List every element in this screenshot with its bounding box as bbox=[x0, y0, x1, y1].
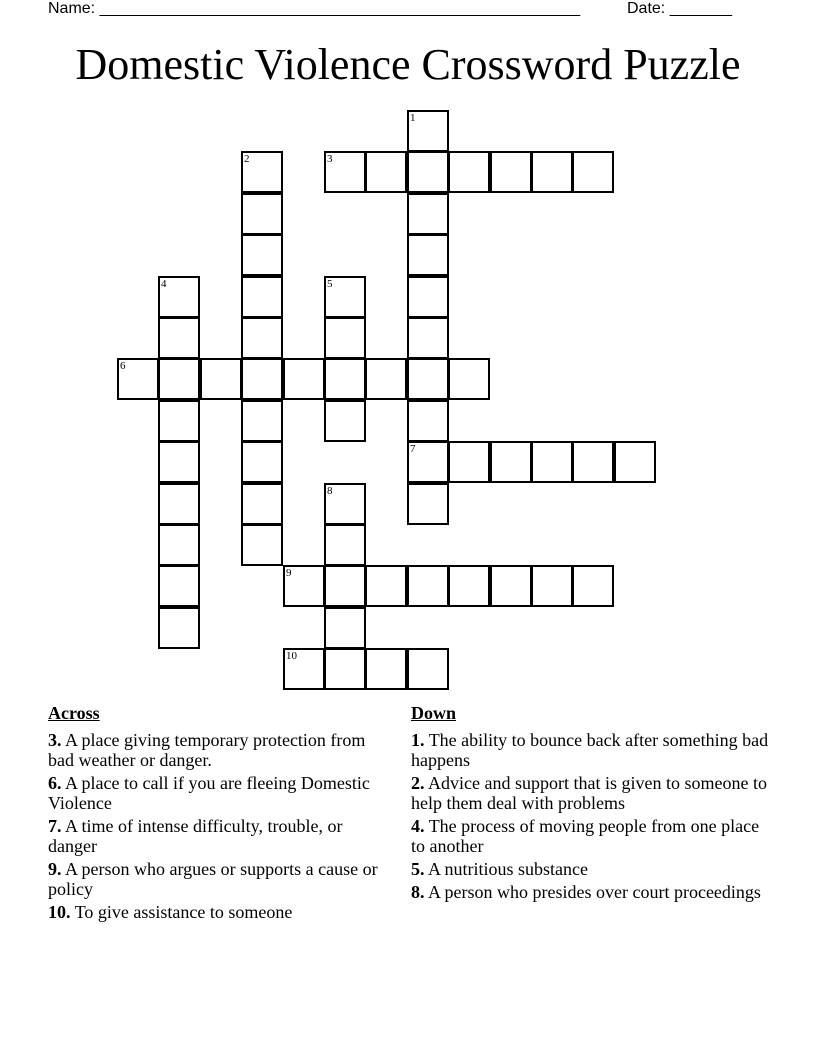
crossword-cell[interactable] bbox=[324, 276, 366, 318]
crossword-cell[interactable] bbox=[283, 648, 325, 690]
crossword-cell[interactable] bbox=[324, 648, 366, 690]
crossword-cell[interactable] bbox=[448, 358, 490, 400]
clue-number: 7. bbox=[48, 816, 62, 836]
name-field[interactable]: Name: ______________________________________________________ bbox=[48, 0, 581, 17]
clue-item bbox=[411, 882, 776, 902]
crossword-cell[interactable] bbox=[407, 565, 449, 607]
down-clues bbox=[411, 702, 776, 905]
clue-text: A person who presides over court proceedings bbox=[428, 882, 761, 902]
clue-number-label: 3 bbox=[327, 153, 333, 165]
crossword-cell[interactable] bbox=[531, 151, 573, 193]
crossword-cell[interactable] bbox=[324, 565, 366, 607]
clue-text: A place giving temporary protection from bad weather or danger. bbox=[48, 730, 366, 770]
clue-item bbox=[48, 773, 393, 813]
crossword-cell[interactable] bbox=[407, 400, 449, 442]
clue-text: A nutritious substance bbox=[428, 859, 589, 879]
clue-number-label: 2 bbox=[244, 153, 250, 165]
clue-number: 2. bbox=[411, 773, 425, 793]
clue-text: A person who argues or supports a cause or policy bbox=[48, 859, 378, 899]
crossword-cell[interactable] bbox=[407, 483, 449, 525]
clue-item bbox=[411, 773, 776, 813]
crossword-cell[interactable] bbox=[158, 400, 200, 442]
crossword-cell[interactable] bbox=[241, 234, 283, 276]
crossword-cell[interactable] bbox=[365, 151, 407, 193]
crossword-cell[interactable] bbox=[572, 441, 614, 483]
clue-text: Advice and support that is given to someone to help them deal with problems bbox=[411, 773, 767, 813]
clue-number-label: 10 bbox=[286, 650, 297, 662]
crossword-cell[interactable] bbox=[241, 524, 283, 566]
across-clues bbox=[48, 702, 393, 925]
crossword-cell[interactable] bbox=[158, 441, 200, 483]
clue-item bbox=[411, 816, 776, 856]
crossword-cell[interactable] bbox=[407, 358, 449, 400]
crossword-cell[interactable] bbox=[241, 358, 283, 400]
date-field[interactable]: Date: _______ bbox=[627, 0, 732, 17]
clue-number: 10. bbox=[48, 902, 71, 922]
crossword-cell[interactable] bbox=[241, 151, 283, 193]
clue-number: 5. bbox=[411, 859, 425, 879]
clue-number: 3. bbox=[48, 730, 62, 750]
crossword-cell[interactable] bbox=[158, 565, 200, 607]
crossword-cell[interactable] bbox=[241, 193, 283, 235]
crossword-cell[interactable] bbox=[241, 317, 283, 359]
clue-item bbox=[48, 859, 393, 899]
crossword-cell[interactable] bbox=[324, 151, 366, 193]
crossword-cell[interactable] bbox=[448, 441, 490, 483]
crossword-cell[interactable] bbox=[614, 441, 656, 483]
clue-text: The ability to bounce back after something bad happens bbox=[411, 730, 769, 770]
crossword-cell[interactable] bbox=[407, 193, 449, 235]
clue-number: 1. bbox=[411, 730, 425, 750]
crossword-cell[interactable] bbox=[158, 607, 200, 649]
crossword-cell[interactable] bbox=[158, 483, 200, 525]
clue-text: A place to call if you are fleeing Domestic Violence bbox=[48, 773, 370, 813]
crossword-cell[interactable] bbox=[365, 358, 407, 400]
crossword-cell[interactable] bbox=[407, 151, 449, 193]
clue-number-label: 7 bbox=[410, 443, 416, 455]
crossword-cell[interactable] bbox=[158, 276, 200, 318]
crossword-cell[interactable] bbox=[117, 358, 159, 400]
crossword-cell[interactable] bbox=[407, 110, 449, 152]
crossword-cell[interactable] bbox=[490, 151, 532, 193]
crossword-cell[interactable] bbox=[365, 648, 407, 690]
clue-text: The process of moving people from one place to another bbox=[411, 816, 760, 856]
crossword-cell[interactable] bbox=[324, 607, 366, 649]
clue-text: A time of intense difficulty, trouble, or danger bbox=[48, 816, 343, 856]
crossword-cell[interactable] bbox=[407, 441, 449, 483]
down-heading: Down bbox=[411, 703, 457, 723]
across-heading: Across bbox=[48, 703, 100, 723]
crossword-cell[interactable] bbox=[448, 151, 490, 193]
clue-number: 6. bbox=[48, 773, 62, 793]
crossword-cell[interactable] bbox=[158, 317, 200, 359]
crossword-cell[interactable] bbox=[490, 441, 532, 483]
clue-text: To give assistance to someone bbox=[74, 902, 293, 922]
crossword-cell[interactable] bbox=[241, 483, 283, 525]
crossword-cell[interactable] bbox=[407, 648, 449, 690]
crossword-cell[interactable] bbox=[324, 483, 366, 525]
clue-item bbox=[48, 730, 393, 770]
crossword-cell[interactable] bbox=[283, 358, 325, 400]
clue-number-label: 9 bbox=[286, 567, 292, 579]
crossword-cell[interactable] bbox=[241, 276, 283, 318]
crossword-cell[interactable] bbox=[531, 441, 573, 483]
clue-number-label: 5 bbox=[327, 278, 333, 290]
page-title: Domestic Violence Crossword Puzzle bbox=[75, 40, 741, 89]
crossword-cell[interactable] bbox=[241, 400, 283, 442]
clue-item bbox=[411, 730, 776, 770]
crossword-cell[interactable] bbox=[158, 524, 200, 566]
crossword-cell[interactable] bbox=[572, 151, 614, 193]
crossword-cell[interactable] bbox=[324, 317, 366, 359]
crossword-cell[interactable] bbox=[158, 358, 200, 400]
clue-number-label: 6 bbox=[120, 360, 126, 372]
clue-number: 9. bbox=[48, 859, 62, 879]
clue-number-label: 8 bbox=[327, 485, 333, 497]
crossword-cell[interactable] bbox=[531, 565, 573, 607]
crossword-cell[interactable] bbox=[407, 276, 449, 318]
crossword-cell[interactable] bbox=[324, 400, 366, 442]
crossword-cell[interactable] bbox=[200, 358, 242, 400]
clue-number-label: 1 bbox=[410, 112, 416, 124]
crossword-cell[interactable] bbox=[448, 565, 490, 607]
crossword-cell[interactable] bbox=[490, 565, 532, 607]
clue-number: 4. bbox=[411, 816, 425, 836]
crossword-cell[interactable] bbox=[365, 565, 407, 607]
crossword-cell[interactable] bbox=[324, 524, 366, 566]
clue-item bbox=[48, 902, 393, 922]
crossword-cell[interactable] bbox=[283, 565, 325, 607]
crossword-cell[interactable] bbox=[324, 358, 366, 400]
clue-item bbox=[411, 859, 776, 879]
crossword-cell[interactable] bbox=[241, 441, 283, 483]
crossword-cell[interactable] bbox=[407, 234, 449, 276]
clue-number-label: 4 bbox=[161, 278, 167, 290]
clue-item bbox=[48, 816, 393, 856]
clue-number: 8. bbox=[411, 882, 425, 902]
crossword-cell[interactable] bbox=[572, 565, 614, 607]
crossword-cell[interactable] bbox=[407, 317, 449, 359]
